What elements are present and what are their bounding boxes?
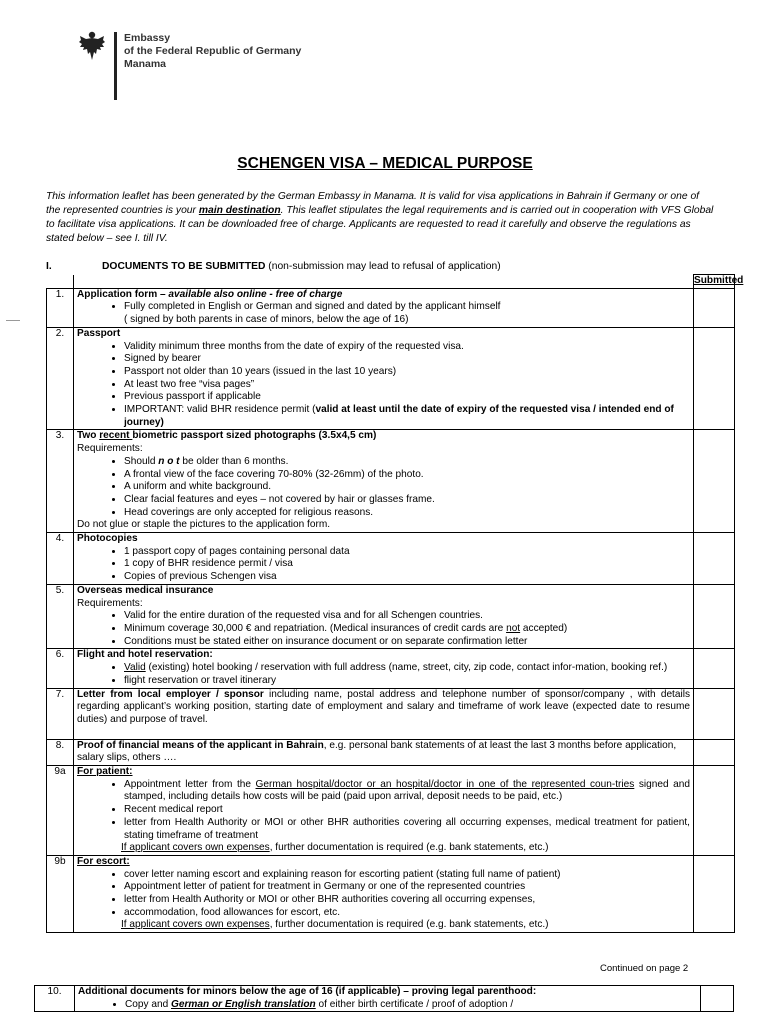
submitted-header: Submitted [694, 275, 735, 289]
bullet-list: • Fully completed in English or German and signed and dated by the applicant himself ( signed by both parents in case of minors, below the age of 16) [77, 301, 690, 326]
embassy-name: Embassy of the Federal Republic of Germany Manama [124, 32, 302, 70]
submitted-cell[interactable] [694, 584, 735, 649]
table-row: 8. Proof of financial means of the applicant in Bahrain, e.g. personal bank statements of at least the last 3 months before application, salary slips, others …. [47, 739, 735, 765]
submitted-cell[interactable] [694, 855, 735, 932]
table-row: 1. Application form – available also online - free of charge • Fully completed in English or German and signed and dated by the applicant himself ( signed by both parents in case of minors, below the age of 16) [47, 288, 735, 327]
bullet-list: • Validity minimum three months from the date of expiry of the requested visa. • Signed by bearer • Passport not older than 10 years (issued in the last 10 years) • At least two free “visa pages” • Previous passport if applicable • IMPORTANT: valid BHR residence permit (valid at least until the date of expiry of the requested visa / intended end of journey) [77, 341, 690, 430]
table-row: 9a For patient: • Appointment letter from the German hospital/doctor or an hospital/doctor in one of the represented coun-tries signed and stamped, including details how costs will be paid (paid upon arrival, deposit needs to be paid, etc.) • Recent medical report • letter from Health Authority or MOI or other BHR authorities covering all occurring expenses, medical treatment for patient, stating timeframe of treatment If applicant covers own expenses, further documentation is required (e.g. bank statements, etc.) [47, 766, 735, 856]
bullet-list: • 1 passport copy of pages containing personal data • 1 copy of BHR residence permit / visa • Copies of previous Schengen visa [77, 546, 690, 584]
eagle-icon [78, 30, 106, 62]
submitted-cell[interactable] [694, 533, 735, 585]
documents-table [46, 274, 744, 933]
bullet-list: • Appointment letter from the German hospital/doctor or an hospital/doctor in one of the represented coun-tries signed and stamped, including details how costs will be paid (paid upon arrival, deposit needs to be paid, etc.) • Recent medical report • letter from Health Authority or MOI or other BHR authorities covering all occurring expenses, medical treatment for patient, stating timeframe of treatment [77, 779, 690, 843]
margin-mark [6, 320, 20, 321]
documents-table-continued [34, 985, 734, 1012]
submitted-cell[interactable] [694, 430, 735, 533]
page-title: SCHENGEN VISA – MEDICAL PURPOSE [237, 155, 533, 172]
submitted-cell[interactable] [694, 288, 735, 327]
table-row: 7. Letter from local employer / sponsor including name, postal address and telephone number of sponsor/company , with details regarding applicant’s working position, starting date of employment and salary and timeframe of work leave (expected date to resume duties) and purpose of travel. [47, 688, 735, 739]
submitted-cell[interactable] [694, 688, 735, 739]
bullet-list: • cover letter naming escort and explaining reason for escorting patient (stating full name of patient) • Appointment letter of patient for treatment in Germany or one of the represented countries • letter from Health Authority or MOI or other BHR authorities covering all occurring expenses, • accommodation, food allowances for escort, etc. [77, 869, 690, 920]
table-header-row [47, 275, 735, 289]
bullet-list: • Should n o t be older than 6 months. • A frontal view of the face covering 70-80% (32-26mm) of the photo. • A uniform and white background. • Clear facial features and eyes – not covered by hair or glasses frame. • Head coverings are only accepted for religious reasons. [77, 456, 690, 520]
bullet-list: • Valid for the entire duration of the requested visa and for all Schengen countries. • Minimum coverage 30,000 € and repatriation. (Medical insurances of credit cards are not accepted) • Conditions must be stated either on insurance document or on separate confirmation letter [77, 610, 690, 648]
continued-note: Continued on page 2 [600, 963, 689, 974]
table-row: 6. Flight and hotel reservation: • Valid (existing) hotel booking / reservation with full address (name, street, city, zip code, contact infor-mation, booking ref.) • flight reservation or travel itinerary [47, 649, 735, 688]
table-row: 4. Photocopies • 1 passport copy of pages containing personal data • 1 copy of BHR residence permit / visa • Copies of previous Schengen visa [47, 533, 735, 585]
bullet-list: • Valid (existing) hotel booking / reservation with full address (name, street, city, zip code, contact infor-mation, booking ref.) • flight reservation or travel itinerary [77, 662, 690, 687]
submitted-cell[interactable] [694, 739, 735, 765]
table-row: 9b For escort: • cover letter naming escort and explaining reason for escorting patient (stating full name of patient) • Appointment letter of patient for treatment in Germany or one of the represented countries • letter from Health Authority or MOI or other BHR authorities covering all occurring expenses, • accommodation, food allowances for escort, etc. If applicant covers own expenses, further documentation is required (e.g. bank statements, etc.) [47, 855, 735, 932]
table-row: 5. Overseas medical insurance Requirements: • Valid for the entire duration of the requested visa and for all Schengen countries. • Minimum coverage 30,000 € and repatriation. (Medical insurances of credit cards are not accepted) • Conditions must be stated either on insurance document or on separate confirmation letter [47, 584, 735, 649]
table-row: 2. Passport • Validity minimum three months from the date of expiry of the requested visa. • Signed by bearer • Passport not older than 10 years (issued in the last 10 years) • At least two free “visa pages” • Previous passport if applicable • IMPORTANT: valid BHR residence permit (valid at least until the date of expiry of the requested visa / intended end of journey) [47, 327, 735, 430]
intro-paragraph: This information leaflet has been generated by the German Embassy in Manama. It is valid for visa applications in Bahrain if Germany or one of the represented countries is your main destination. This leaflet stipulates the legal requirements and is carried out in cooperation with VFS Global to facilitate visa applications. It can be downloaded free of charge. Applicants are requested to read it carefully and observe the regulations as stated below – see I. till IV. [46, 191, 714, 244]
submitted-cell[interactable] [694, 649, 735, 688]
submitted-cell[interactable] [694, 766, 735, 856]
header-divider [114, 32, 117, 100]
submitted-cell[interactable] [694, 327, 735, 430]
table-row: 3. Two recent biometric passport sized photographs (3.5x4,5 cm) Requirements: • Should n o t be older than 6 months. • A frontal view of the face covering 70-80% (32-26mm) of the photo. • A uniform and white background. • Clear facial features and eyes – not covered by hair or glasses frame. • Head coverings are only accepted for religious reasons. Do not glue or staple the pictures to the application form. [47, 430, 735, 533]
bullet-list: • Copy and German or English translation of either birth certificate / proof of adoption / [78, 999, 697, 1012]
submitted-cell[interactable] [701, 986, 734, 1012]
table-row: 10. Additional documents for minors below the age of 16 (if applicable) – proving legal parenthood: • Copy and German or English translation of either birth certificate / proof of adoption / [35, 986, 734, 1012]
